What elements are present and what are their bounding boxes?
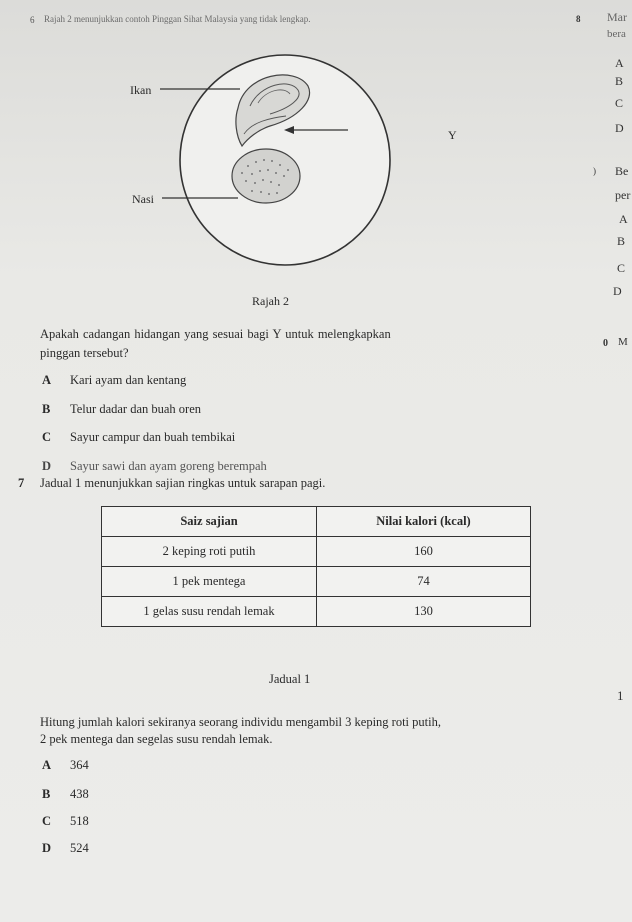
table-cell: 130 xyxy=(317,597,531,627)
option-text: Sayur campur dan buah tembikai xyxy=(70,430,236,444)
option-letter: D xyxy=(42,459,52,473)
option-text: Kari ayam dan kentang xyxy=(70,373,187,387)
table-cell: 74 xyxy=(317,567,531,597)
right-letter: B xyxy=(615,74,624,88)
option-text: 438 xyxy=(70,787,89,801)
option-letter: D xyxy=(42,841,52,855)
page-mark: 1 xyxy=(617,688,624,703)
right-text-be: Be xyxy=(615,164,629,178)
right-text-mid: M xyxy=(618,336,628,348)
right-bullet: ) xyxy=(593,166,596,176)
figure-caption-rajah-2: Rajah 2 xyxy=(252,294,289,308)
right-text-per: per xyxy=(615,188,631,202)
table-row xyxy=(102,537,531,567)
question-7-prompt-line-2: 2 pek mentega dan segelas susu rendah lemak. xyxy=(40,732,273,746)
right-letter: D xyxy=(613,284,622,298)
table-cell: 2 keping roti putih xyxy=(102,537,317,567)
right-text-top-1: Mar xyxy=(607,10,627,24)
right-letter: C xyxy=(617,261,626,275)
right-text-top-2: bera xyxy=(607,28,626,40)
table-cell: 160 xyxy=(317,537,531,567)
right-letter: D xyxy=(615,121,624,135)
option-text: Sayur sawi dan ayam goreng berempah xyxy=(70,459,267,473)
table-header-cell: Saiz sajian xyxy=(102,507,317,537)
right-q-number-mid: 0 xyxy=(603,338,608,349)
question-6-prompt-line-1: Apakah cadangan hidangan yang sesuai bagi Y untuk melengkapkan xyxy=(40,327,391,341)
option-letter: B xyxy=(42,787,51,801)
question-7-prompt-line-1: Hitung jumlah kalori sekiranya seorang individu mengambil 3 keping roti putih, xyxy=(40,715,441,729)
right-letter: B xyxy=(617,234,626,248)
option-letter: A xyxy=(42,758,52,772)
question-6-prompt-line-2: pinggan tersebut? xyxy=(40,346,129,360)
right-letter: C xyxy=(615,96,624,110)
calorie-table xyxy=(101,506,531,627)
question-7-number: 7 xyxy=(18,476,25,490)
question-6-stem: Rajah 2 menunjukkan contoh Pinggan Sihat Malaysia yang tidak lengkap. xyxy=(44,14,311,24)
label-nasi: Nasi xyxy=(132,192,154,206)
table-caption-jadual-1: Jadual 1 xyxy=(269,672,311,686)
option-letter: B xyxy=(42,402,51,416)
option-text: 518 xyxy=(70,814,89,828)
table-cell: 1 pek mentega xyxy=(102,567,317,597)
option-text: 364 xyxy=(70,758,89,772)
option-text: 524 xyxy=(70,841,89,855)
question-7-stem: Jadual 1 menunjukkan sajian ringkas untuk sarapan pagi. xyxy=(40,476,326,490)
label-ikan: Ikan xyxy=(130,83,152,97)
question-6-number: 6 xyxy=(30,15,35,25)
right-letter: A xyxy=(615,56,624,70)
label-y: Y xyxy=(448,128,457,142)
table-row xyxy=(102,597,531,627)
right-q-number-top: 8 xyxy=(576,14,581,24)
rice-illustration xyxy=(232,149,300,203)
right-letter: A xyxy=(619,212,628,226)
table-cell: 1 gelas susu rendah lemak xyxy=(102,597,317,627)
option-letter: C xyxy=(42,430,52,444)
option-letter: A xyxy=(42,373,52,387)
option-text: Telur dadar dan buah oren xyxy=(70,402,202,416)
table-header-row xyxy=(102,507,531,537)
table-row xyxy=(102,567,531,597)
table-header-cell: Nilai kalori (kcal) xyxy=(317,507,531,537)
option-letter: C xyxy=(42,814,52,828)
healthy-plate-diagram xyxy=(120,48,420,273)
